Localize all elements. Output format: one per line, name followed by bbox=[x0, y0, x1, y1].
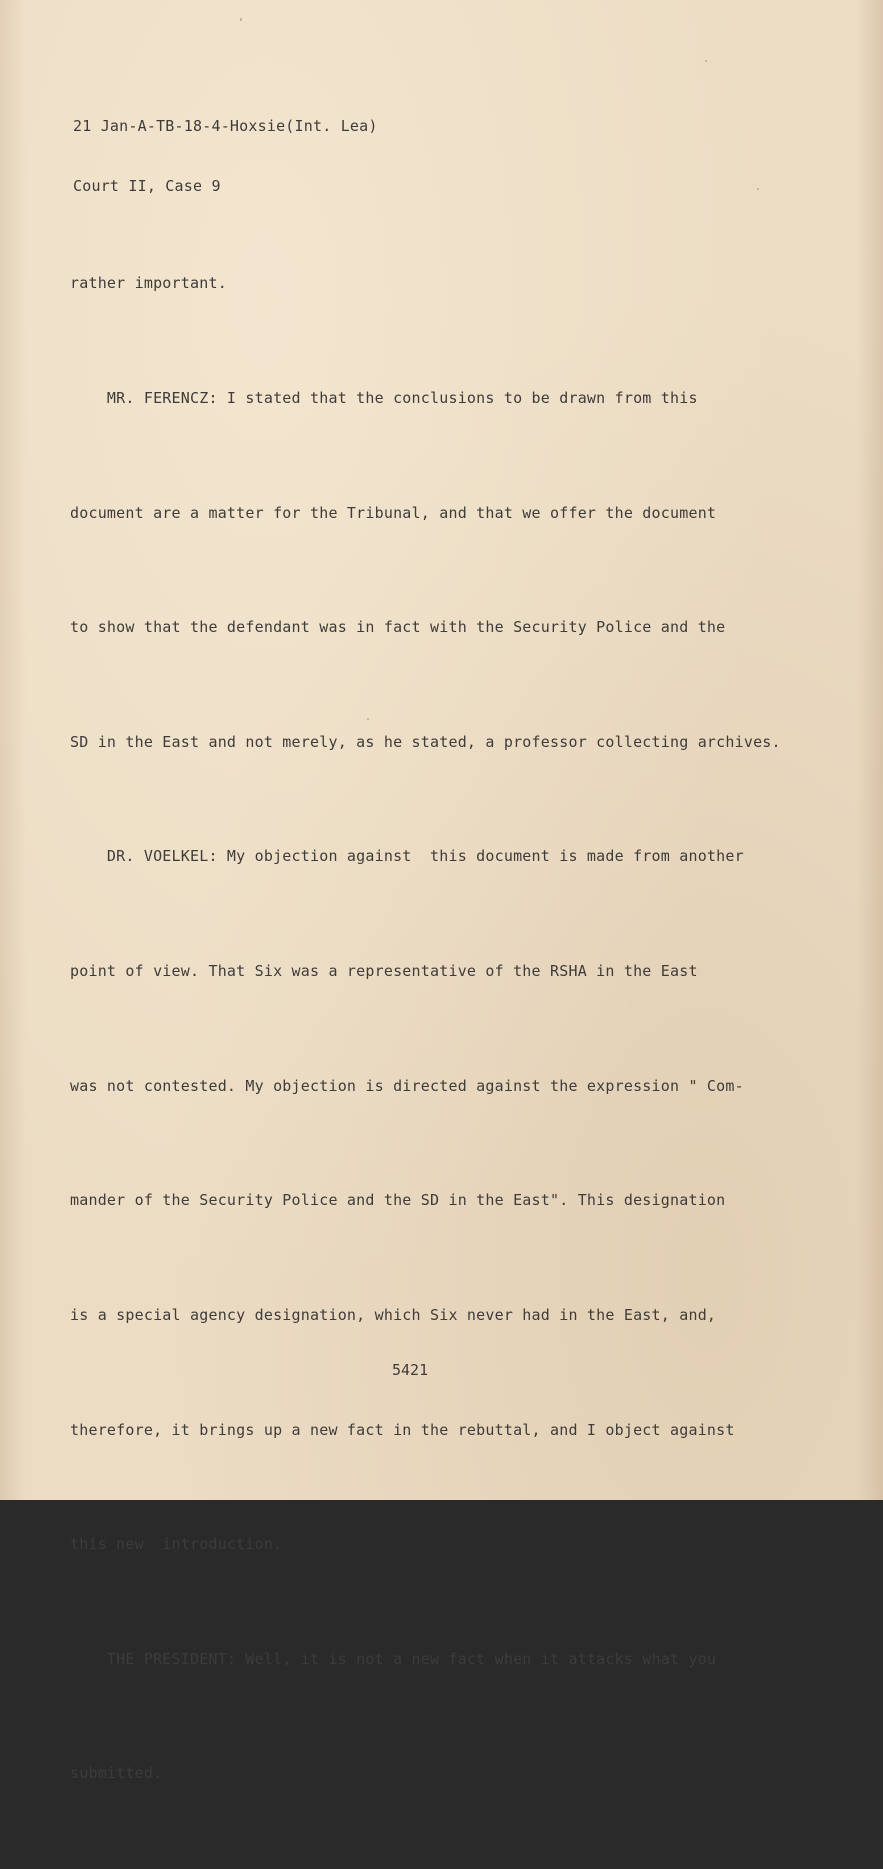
text-line: DR. VOELKEL: My objection against this document is made from another bbox=[70, 847, 744, 866]
text-line: mander of the Security Police and the SD in the East". This designation bbox=[70, 1191, 726, 1210]
text-line: is a special agency designation, which Six never had in the East, and, bbox=[70, 1305, 717, 1324]
text-line: SD in the East and not merely, as he stated, a professor collecting archives. bbox=[70, 732, 781, 751]
header-court-line: Court II, Case 9 bbox=[73, 177, 221, 195]
paper-speck bbox=[240, 18, 242, 21]
paper-speck bbox=[367, 718, 369, 720]
paper-speck bbox=[705, 60, 707, 62]
text-line: this new introduction. bbox=[70, 1535, 283, 1554]
text-line: THE PRESIDENT: Well, it is not a new fact when it attacks what you bbox=[70, 1649, 717, 1668]
page-number: 5421 bbox=[392, 1361, 429, 1379]
text-line: to show that the defendant was in fact with the Security Police and the bbox=[70, 618, 726, 637]
text-line: submitted. bbox=[70, 1764, 163, 1783]
text-line: point of view. That Six was a representative of the RSHA in the East bbox=[70, 962, 698, 981]
text-line: rather important. bbox=[70, 274, 227, 293]
transcript-body bbox=[70, 188, 781, 1869]
text-line: was not contested. My objection is directed against the expression " Com- bbox=[70, 1076, 744, 1095]
header-docket-line: 21 Jan-A-TB-18-4-Hoxsie(Int. Lea) bbox=[73, 117, 378, 135]
text-line: document are a matter for the Tribunal, and that we offer the document bbox=[70, 503, 717, 522]
paper-speck bbox=[757, 188, 759, 190]
text-line: MR. FERENCZ: I stated that the conclusions to be drawn from this bbox=[70, 389, 698, 408]
text-line: therefore, it brings up a new fact in the rebuttal, and I object against bbox=[70, 1420, 735, 1439]
